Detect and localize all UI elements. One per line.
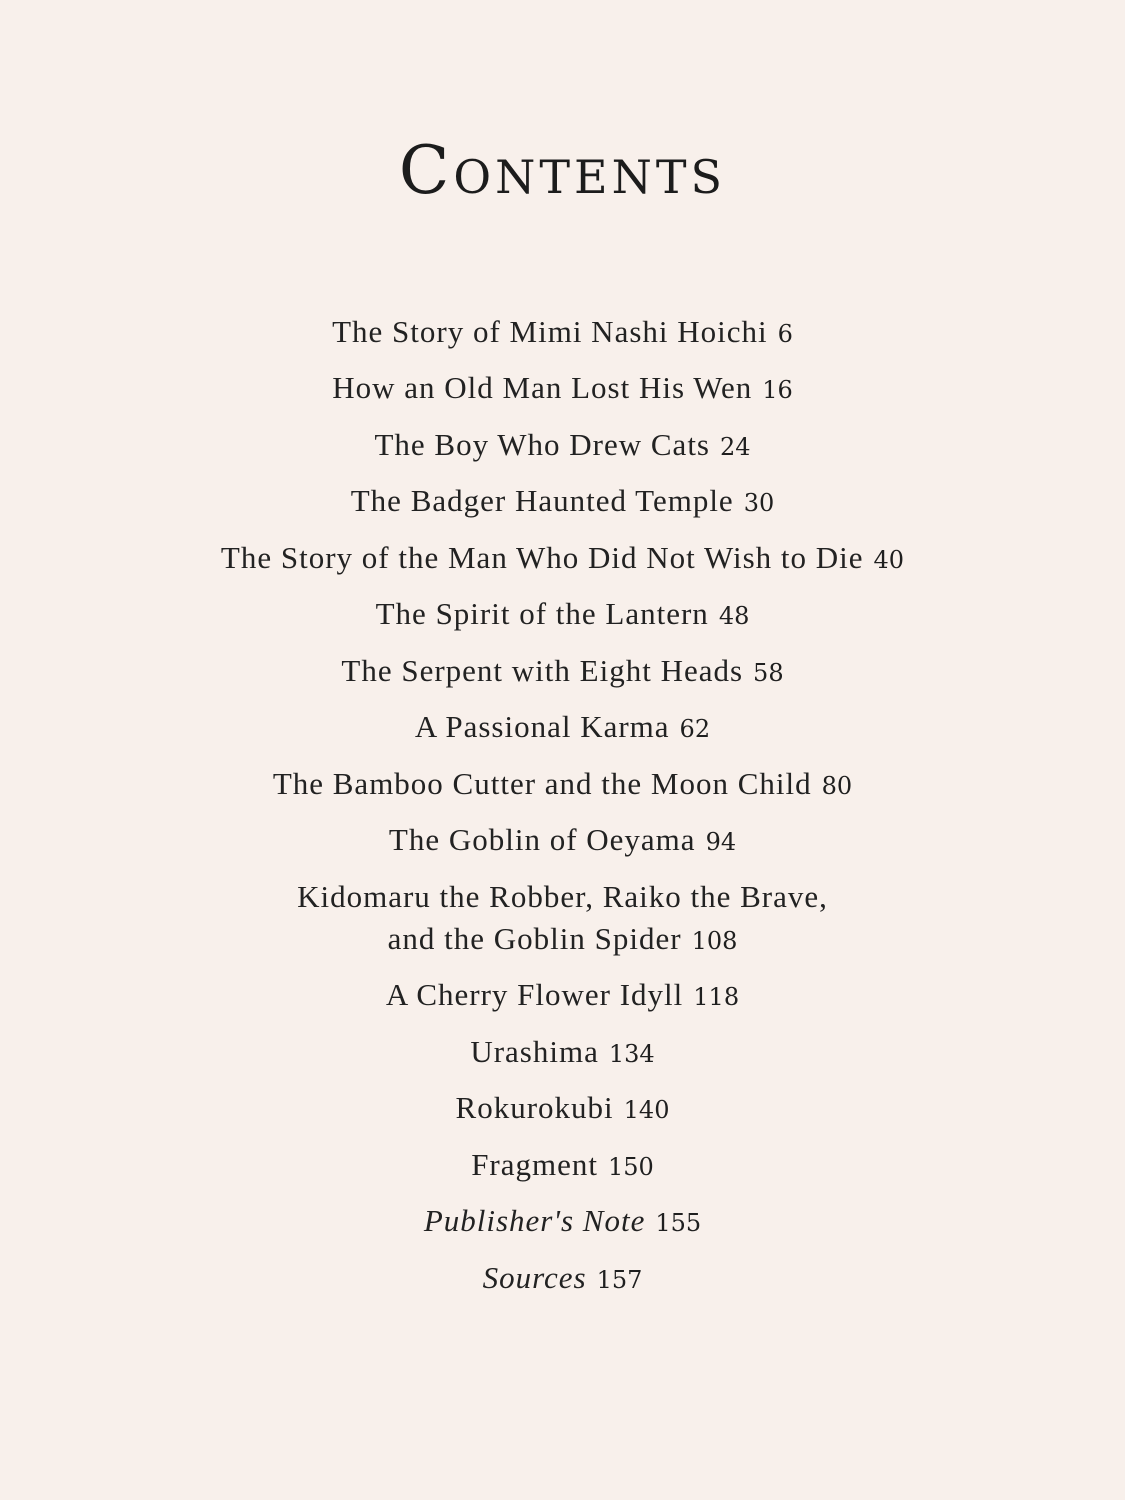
- toc-entry-page-number: 6: [777, 320, 793, 348]
- toc-entry-title: The Story of the Man Who Did Not Wish to Die: [220, 540, 864, 575]
- toc-entry-title-line-two: and the Goblin Spider: [387, 921, 682, 956]
- contents-heading: Contents: [398, 132, 727, 209]
- toc-entry: [0, 763, 1125, 807]
- toc-entry-page-number: 150: [608, 1153, 654, 1181]
- toc-entry: [0, 1087, 1125, 1131]
- toc-entry-page-number: 58: [753, 659, 784, 687]
- toc-entry-title: Rokurokubi: [455, 1090, 614, 1125]
- toc-entry: [0, 819, 1125, 863]
- toc-entry-page-number: 48: [718, 602, 750, 630]
- toc-entry-page-number: 157: [596, 1266, 643, 1294]
- toc-entry: [0, 650, 1125, 694]
- toc-entry-title: The Story of Mimi Nashi Hoichi: [332, 314, 768, 349]
- toc-entry: [0, 974, 1125, 1018]
- toc-entry: [0, 1257, 1125, 1301]
- toc-entry-title: Urashima: [470, 1034, 599, 1069]
- toc-entry-page-number: 80: [821, 772, 853, 800]
- toc-entry: [0, 1144, 1125, 1188]
- toc-entry: [0, 706, 1125, 750]
- toc-entry: [0, 1200, 1125, 1244]
- toc-entry: [0, 311, 1125, 355]
- toc-entry-page-number: 94: [705, 828, 737, 856]
- toc-entry-title: The Boy Who Drew Cats: [374, 427, 710, 462]
- toc-entry-page-number: 30: [743, 489, 775, 517]
- toc-entry: [0, 1031, 1125, 1075]
- toc-entry-page-number: 62: [679, 715, 711, 743]
- toc-entry: [0, 480, 1125, 524]
- toc-entry-page-number: 40: [873, 546, 905, 574]
- toc-entry-title: The Spirit of the Lantern: [375, 596, 709, 631]
- toc-entry-title: The Badger Haunted Temple: [350, 483, 734, 518]
- toc-entry-title: Kidomaru the Robber, Raiko the Brave,: [297, 879, 828, 914]
- toc-entry-title-continuation: [0, 918, 1125, 962]
- toc-entry-title: How an Old Man Lost His Wen: [332, 370, 753, 405]
- toc-entry-title: Publisher's Note: [423, 1203, 646, 1238]
- toc-entry-page-number: 140: [623, 1096, 670, 1124]
- toc-entry-title: The Bamboo Cutter and the Moon Child: [272, 766, 812, 801]
- toc-entry-title: The Goblin of Oeyama: [388, 822, 696, 857]
- toc-entry-title: Fragment: [471, 1147, 598, 1182]
- toc-entry-page-number: 134: [608, 1040, 655, 1068]
- toc-entry: [0, 367, 1125, 411]
- toc-entry: [0, 537, 1125, 581]
- toc-entry-page-number: 108: [691, 927, 738, 955]
- toc-entry-title: A Cherry Flower Idyll: [385, 977, 684, 1012]
- toc-entry-title: The Serpent with Eight Heads: [341, 653, 744, 688]
- toc-entry-page-number: 155: [655, 1209, 702, 1237]
- toc-entry-title: A Passional Karma: [414, 709, 670, 744]
- toc-entry: [0, 424, 1125, 468]
- toc-entry: [0, 876, 1125, 962]
- toc-entry-title: Sources: [482, 1260, 587, 1295]
- toc-entry-page-number: 16: [762, 376, 793, 404]
- toc-entry-page-number: 118: [693, 983, 740, 1011]
- toc-entry-page-number: 24: [720, 433, 751, 461]
- toc-entry: [0, 593, 1125, 637]
